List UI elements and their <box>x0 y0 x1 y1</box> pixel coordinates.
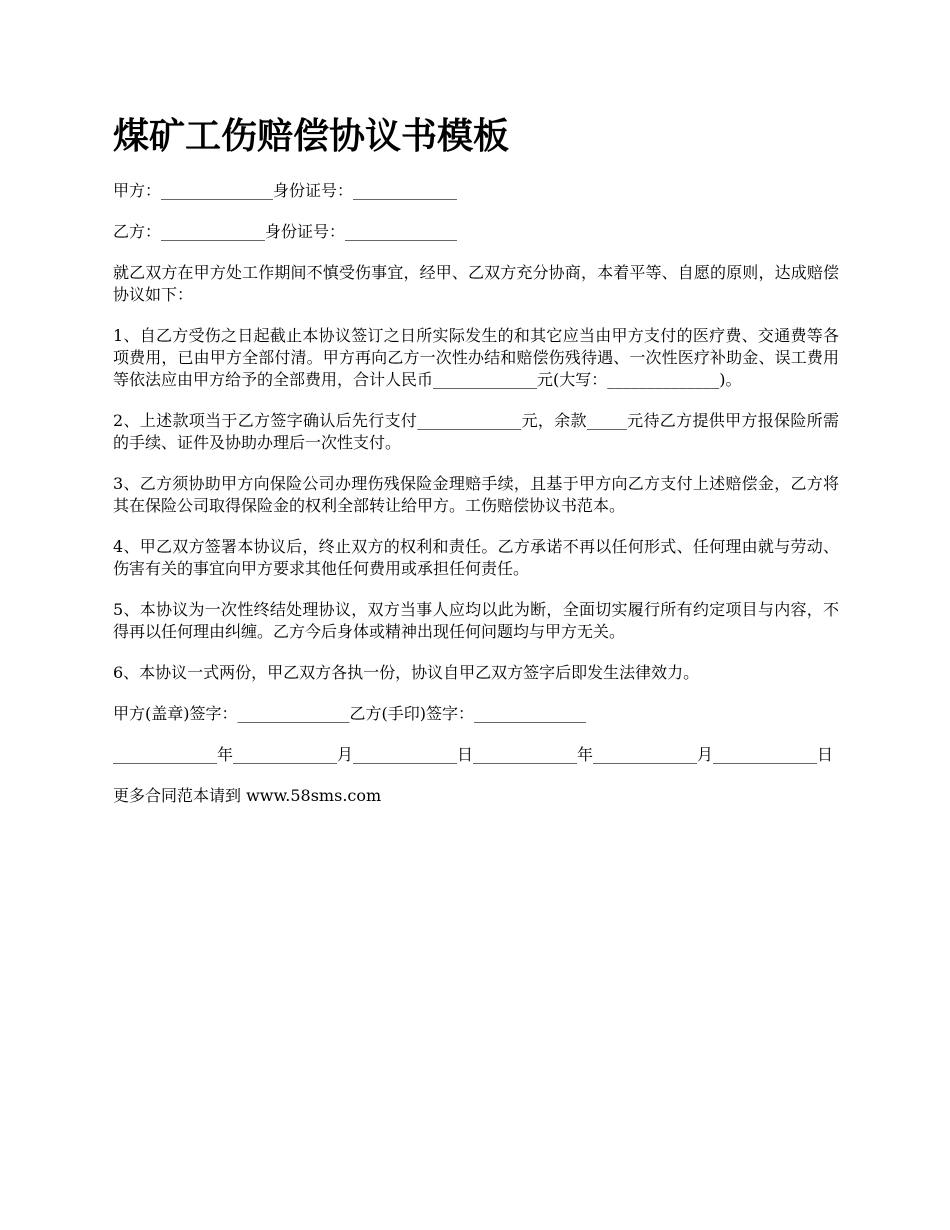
party-a-line: 甲方：______________身份证号：_____________ <box>113 181 458 200</box>
clause-1: 1、自乙方受伤之日起截止本协议签订之日所实际发生的和其它应当由甲方支付的医疗费、交通费等各项费用，已由甲方全部付清。甲方再向乙方一次性办结和赔偿伤残待遇、一次性医疗补助金、误工费用等依法应由甲方给予的全部费用，合计人民币_____________元(大写：______________)。 <box>113 326 839 389</box>
footer-link-text: 更多合同范本请到 www.58sms.com <box>113 786 382 805</box>
clause-3: 3、乙方须协助甲方向保险公司办理伤残保险金理赔手续，且基于甲方向乙方支付上述赔偿金，乙方将其在保险公司取得保险金的权利全部转让给甲方。工伤赔偿协议书范本。 <box>113 474 839 515</box>
clause-4: 4、甲乙双方签署本协议后，终止双方的权利和责任。乙方承诺不再以任何形式、任何理由就与劳动、伤害有关的事宜向甲方要求其他任何费用或承担任何责任。 <box>113 537 839 578</box>
document-page <box>113 112 839 826</box>
date-line: _____________年_____________月_____________日_____________年_____________月_____________日 <box>113 745 834 764</box>
clause-5: 5、本协议为一次性终结处理协议，双方当事人应均以此为断，全面切实履行所有约定项目与内容，不得再以任何理由纠缠。乙方今后身体或精神出现任何问题均与甲方无关。 <box>113 600 839 641</box>
signature-line: 甲方(盖章)签字：______________乙方(手印)签字：______________ <box>113 704 586 723</box>
clause-2: 2、上述款项当于乙方签字确认后先行支付_____________元，余款_____元待乙方提供甲方报保险所需的手续、证件及协助办理后一次性支付。 <box>113 411 839 452</box>
party-b-line: 乙方：_____________身份证号：______________ <box>113 222 458 241</box>
document-title: 煤矿工伤赔偿协议书模板 <box>113 116 510 157</box>
clause-6: 6、本协议一式两份，甲乙双方各执一份，协议自甲乙双方签字后即发生法律效力。 <box>113 663 700 682</box>
intro-paragraph: 就乙双方在甲方处工作期间不慎受伤事宜，经甲、乙双方充分协商，本着平等、自愿的原则，达成赔偿协议如下： <box>113 263 839 304</box>
